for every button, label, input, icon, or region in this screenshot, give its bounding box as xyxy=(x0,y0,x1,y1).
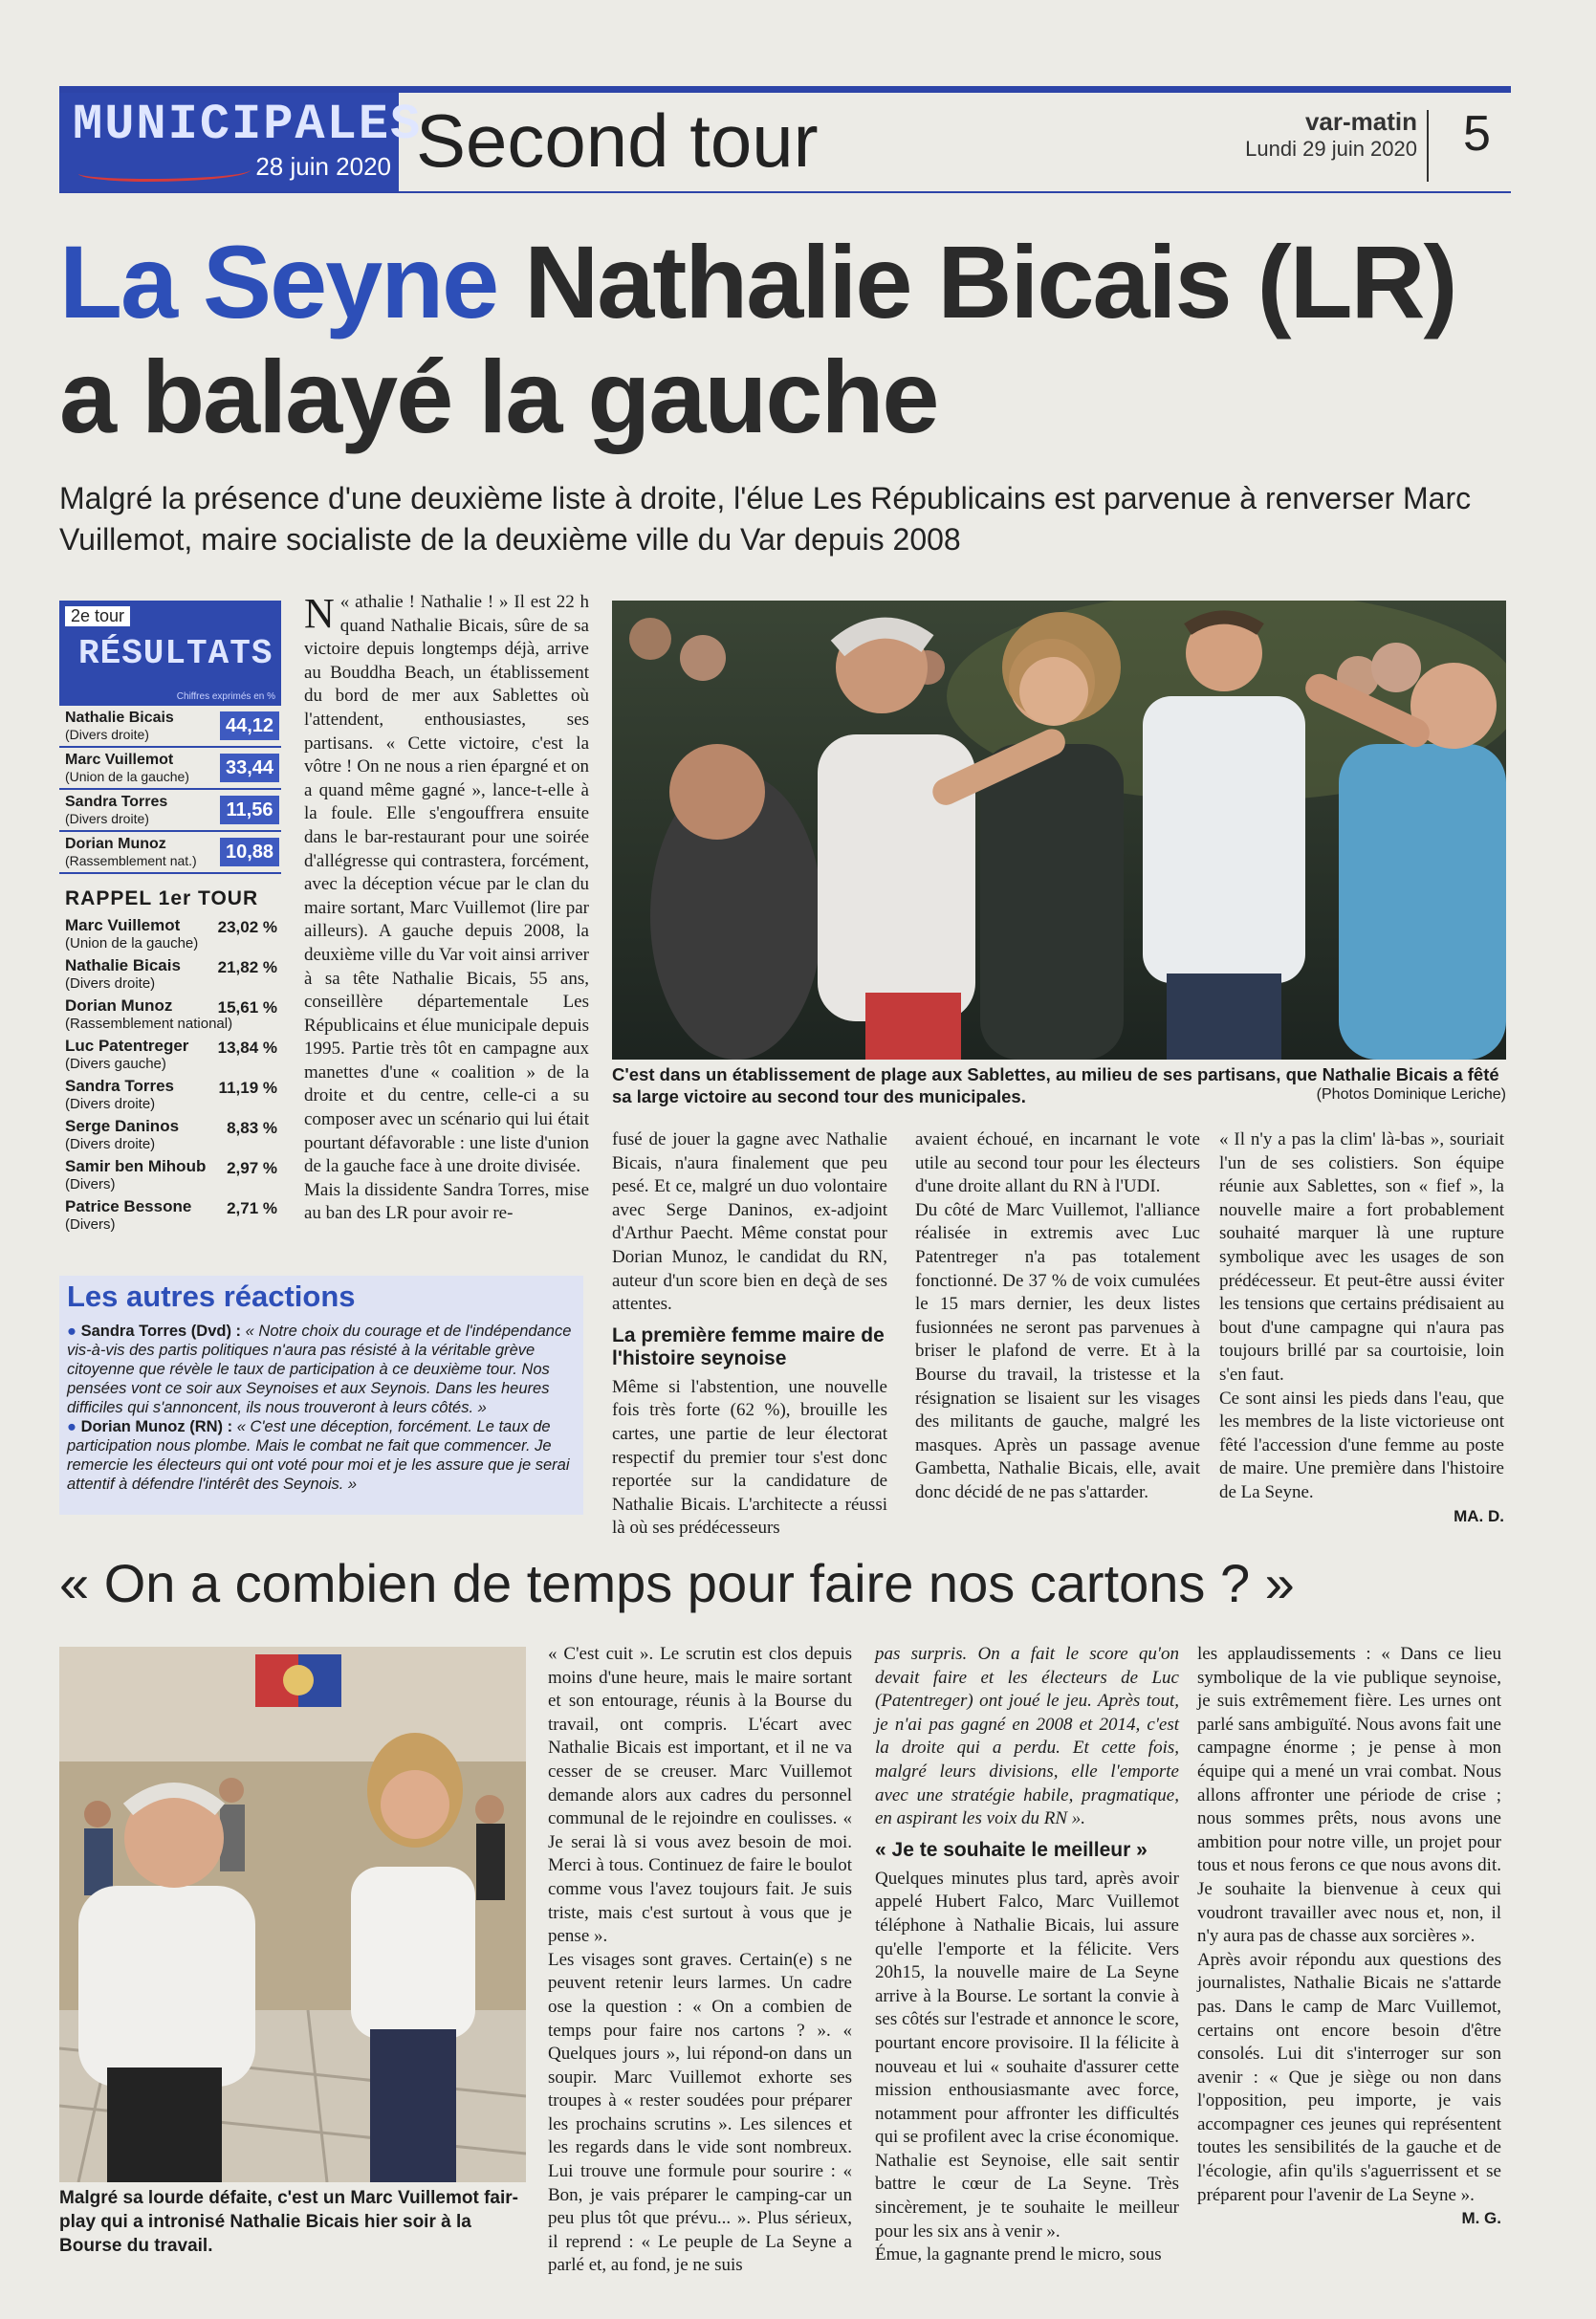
reactions-title: Les autres réactions xyxy=(67,1280,356,1313)
page-number: 5 xyxy=(1463,106,1491,162)
rappel-party: (Rassemblement national) xyxy=(65,1016,233,1032)
rappel-row xyxy=(59,916,281,956)
section-title: Second tour xyxy=(416,98,819,183)
rappel-row xyxy=(59,1077,281,1117)
defeat-photo xyxy=(59,1647,526,2182)
article1-col4b-text: Ce sont ainsi les pieds dans l'eau, que les membres de la liste victorieuse ont fêté l'accession d'une femme au poste de maire. Une première dans l'histoire de La Seyne. xyxy=(1219,1388,1504,1502)
rappel-party: (Divers droite) xyxy=(65,975,156,992)
reaction-author: Dorian Munoz (RN) : xyxy=(80,1418,233,1435)
candidate-name: Sandra Torres xyxy=(65,794,168,810)
article2-column-1 xyxy=(548,1643,852,2278)
candidate-row xyxy=(59,790,281,832)
rappel-title: RAPPEL 1er TOUR xyxy=(65,887,259,909)
rappel-name: Serge Daninos xyxy=(65,1117,180,1135)
article1-dropcap: N xyxy=(304,590,335,637)
article1-column-2 xyxy=(612,1128,887,1541)
headline-title-2: a balayé la gauche xyxy=(59,339,938,454)
rappel-score: 2,71 % xyxy=(227,1199,277,1217)
article1-col3b-text: Du côté de Marc Vuillemot, l'alliance réalisée in extremis avec Luc Patentreger n'a pas totalement fonctionné. De 37 % de voix cumulées le 15 mars dernier, les deux listes fusionnées ne seront pas parvenues à briser le plafond de verre. Et à la Bourse du travail, la tristesse et la résignation se lisaient sur les visages des militants de gauche, malgré les masques. Après un passage avenue Gambetta, Nathalie Bicais, elle, avait donc décidé de ne pas s'attarder. xyxy=(915,1199,1200,1502)
article1-column-1 xyxy=(304,591,589,1226)
rappel-name: Patrice Bessone xyxy=(65,1197,192,1215)
candidate-score: 11,56 xyxy=(220,796,279,824)
rappel-party: (Union de la gauche) xyxy=(65,935,199,952)
rappel-name: Samir ben Mihoub xyxy=(65,1157,207,1175)
header-rule xyxy=(59,86,1511,93)
candidate-name: Marc Vuillemot xyxy=(65,752,174,768)
article2-col2c-text: Émue, la gagnante prend le micro, sous xyxy=(875,2244,1162,2265)
article1-col2b-text: Même si l'abstention, une nouvelle fois très forte (62 %), brouille les cartes, une partie de leur électorat respectif du premier tour s'est donc reportée sur la candidature de Nathalie Bicais. L'architecte a réussi là où ses prédécesseurs xyxy=(612,1376,887,1539)
rappel-score: 11,19 % xyxy=(218,1079,277,1097)
rappel-score: 23,02 % xyxy=(217,918,277,936)
results-title: RÉSULTATS xyxy=(78,634,273,673)
candidate-party: (Rassemblement nat.) xyxy=(65,853,197,868)
candidate-row xyxy=(59,832,281,874)
rappel-row xyxy=(59,1197,281,1237)
article2-signature: M. G. xyxy=(1461,2209,1501,2228)
reactions-box xyxy=(59,1276,583,1515)
article2-col2b-text: Quelques minutes plus tard, après avoir appelé Hubert Falco, Marc Vuillemot téléphone à Nathalie Bicais, lui assure qu'elle l'emporte et la félicite. Vers 20h15, la nouvelle maire de La Seyne arrive à la Bourse. Le sortant la convie à ses côtés sur l'estrade et annonce le score, pourtant encore provisoire. Il la félicite à nouveau et lui « souhaite d'assurer cette mission enthousiasmante avec force, notamment pour affronter les difficultés qui se profilent avec la crise économique. Nathalie est Seynoise, elle sait sentir battre le cœur de La Seyne. Très sincèrement, je te souhaite le meilleur pour les six ans à venir ». xyxy=(875,1868,1179,2242)
rappel-name: Luc Patentreger xyxy=(65,1037,189,1055)
defeat-photo-image xyxy=(59,1647,526,2182)
article1-column-4 xyxy=(1219,1128,1504,1528)
bullet-icon: ● xyxy=(67,1418,77,1435)
rappel-score: 21,82 % xyxy=(217,958,277,976)
article1-col4-text: « Il n'y a pas la clim' là-bas », souriait l'un de ses colistiers. Son équipe réunie aux Sablettes, son « fief », la nouvelle maire a fort probablement souhaité marquer là une rupture symbolique avec les usages de son prédécesseur. Et peut-être aussi éviter les tensions que certains prédisaient au bout d'une campagne qui n'aura pas toujours brillé par sa courtoisie, loin s'en faut. xyxy=(1219,1129,1504,1385)
rappel-row xyxy=(59,956,281,996)
candidate-row xyxy=(59,706,281,748)
reaction-text: « C'est une déception, forcément. Le taux de participation nous plombe. Mais le combat ne fait que commencer. Je remercie les électeurs qui ont voté pour moi et je les assure que je serai attentif à défendre l'intérêt des Seynois. » xyxy=(67,1418,570,1493)
rappel-name: Marc Vuillemot xyxy=(65,916,181,934)
article2-column-2 xyxy=(875,1643,1179,2267)
article1-column-3 xyxy=(915,1128,1200,1505)
paper-info xyxy=(1148,107,1417,162)
article2-col1-text: « C'est cuit ». Le scrutin est clos depuis moins d'une heure, mais le maire sortant et son entourage, réunis à la Bourse du travail, ont compris. L'écart avec Nathalie Bicais est important, et il ne va cesser de se creuser. Marc Vuillemot demande alors aux cadres du personnel communal de le rejoindre en coulisses. « Je serai là si vous avez besoin de moi. Merci à tous. Continuez de faire le boulot comme vous l'avez toujours fait. Je suis triste, mais c'est surtout à vous que je pense ». xyxy=(548,1644,852,1947)
candidate-name: Nathalie Bicais xyxy=(65,710,174,726)
rappel-name: Nathalie Bicais xyxy=(65,956,181,974)
reaction-text: « Notre choix du courage et de l'indépendance vis-à-vis des partis politiques n'aura pas résisté à la véritable grève citoyenne que révèle le taux de participation à ce deuxième tour. Nos pensées vont ce soir aux Seynoises et aux Seynois. Dans les heures difficiles qui s'annoncent, ils nous trouveront à leurs côtés. » xyxy=(67,1323,572,1416)
headline-place: La Seyne xyxy=(59,224,498,339)
municipales-logo xyxy=(59,93,423,191)
bullet-icon: ● xyxy=(67,1323,77,1340)
rappel-score: 2,97 % xyxy=(227,1159,277,1177)
article1-col3-text: avaient échoué, en incarnant le vote utile au second tour pour les électeurs d'une droite allant du RN à l'UDI. xyxy=(915,1129,1200,1197)
article2-col3b-text: Après avoir répondu aux questions des journalistes, Nathalie Bicais ne s'attarde pas. Dans le camp de Marc Vuillemot, certains ont encore besoin d'être consolés. Lui dit s'interroger sur son avenir : « Que je siège ou non dans l'opposition, peu importe, je vais accompagner ces jeunes qui représentent toutes les sensibilités de la gauche et de l'écologie, afin qu'ils s'aguerrissent et se préparent pour l'avenir de La Seyne ». xyxy=(1197,1949,1501,2205)
headline-title-1: Nathalie Bicais (LR) xyxy=(497,224,1456,339)
rappel-name: Sandra Torres xyxy=(65,1077,175,1095)
reactions-body xyxy=(67,1322,574,1494)
rappel-party: (Divers droite) xyxy=(65,1136,156,1152)
article1-col1-text: athalie ! Nathalie ! » Il est 22 h quand Nathalie Bicais, sûre de sa victoire depuis longtemps déjà, arrive au Bouddha Beach, un établissement du bord de mer aux Sablettes où l'attendent, enthousiastes, ses partisans. « Cette victoire, c'est la vôtre ! On ne nous a rien épargné et on a quand même gagné », lance-t-elle à la foule. Elle s'engouffrera ensuite dans le bar-restaurant pour une soirée d'allégresse qui contrastera, forcément, avec la déception vécue par le clan du maire sortant, Marc Vuillemot (lire par ailleurs). A gauche depuis 2008, la deuxième ville du Var voit ainsi arriver à sa tête Nathalie Bicais, 55 ans, conseillère départementale Les Républicains et élue municipale depuis 1995. Partie très tôt en campagne aux manettes d'une « coalition » de la droite et du centre, celle-ci a su composer avec un scénario qui lui était pourtant défavorable : une liste d'union de la gauche face à une droite divisée. xyxy=(304,592,590,1177)
rappel-party: (Divers gauche) xyxy=(65,1056,166,1072)
candidate-party: (Divers droite) xyxy=(65,727,149,742)
standfirst: Malgré la présence d'une deuxième liste à droite, l'élue Les Républicains est parvenue à renverser Marc Vuillemot, maire socialiste de la deuxième ville du Var depuis 2008 xyxy=(59,481,1472,557)
article2-subhead: « Je te souhaite le meilleur » xyxy=(875,1838,1148,1861)
photo2-caption: Malgré sa lourde défaite, c'est un Marc Vuillemot fair-play qui a intronisé Nathalie Bicais hier soir à la Bourse du travail. xyxy=(59,2188,518,2256)
rappel-score: 15,61 % xyxy=(217,998,277,1017)
reaction-author: Sandra Torres (Dvd) : xyxy=(80,1323,242,1340)
article2-col2-text: pas surpris. On a fait le score qu'on devait faire et les électeurs de Luc (Patentreger) ont joué le jeu. Après tout, je n'ai pas gagné en 2008 et 2014, c'est la droite qui a perdu. Et cette fois, malgré leurs divisions, elle l'emporte avec une stratégie habile, pragmatique, en aspirant les voix du RN ». xyxy=(875,1644,1179,1829)
rappel-row xyxy=(59,1117,281,1157)
results-note: Chiffres exprimés en % xyxy=(176,691,275,702)
header-bottom-rule xyxy=(59,191,1511,193)
candidate-score: 33,44 xyxy=(220,754,279,782)
rappel-row xyxy=(59,1157,281,1197)
article1-signature: MA. D. xyxy=(1454,1506,1504,1525)
photo-credit: (Photos Dominique Leriche) xyxy=(1316,1086,1506,1103)
article1-col2-text: fusé de jouer la gagne avec Nathalie Bicais, n'aura finalement que peu pesé. Et ce, malgré un duo volontaire avec Serge Daninos, ex-adjoint d'Arthur Paecht. Même constat pour Dorian Munoz, le candidat du RN, auteur d'un score bien en deçà de ses attentes. xyxy=(612,1129,887,1315)
results-header xyxy=(59,601,281,706)
victory-photo xyxy=(612,601,1506,1060)
header-divider xyxy=(1427,110,1429,182)
candidate-score: 10,88 xyxy=(220,838,279,866)
logo-title: MUNICIPALES xyxy=(73,97,423,153)
photo1-caption: C'est dans un établissement de plage aux Sablettes, au milieu de ses partisans, que Nathalie Bicais a fêté sa large victoire au second tour des municipales. xyxy=(612,1064,1499,1106)
rappel-score: 8,83 % xyxy=(227,1119,277,1137)
article1-col1b-text: Mais la dissidente Sandra Torres, mise au ban des LR pour avoir re- xyxy=(304,1179,589,1224)
rappel-row xyxy=(59,996,281,1037)
candidate-score: 44,12 xyxy=(220,711,279,740)
rappel-party: (Divers droite) xyxy=(65,1096,156,1112)
results-tour-label: 2e tour xyxy=(65,606,130,626)
logo-swoosh xyxy=(78,162,251,182)
article2-col3-text: les applaudissements : « Dans ce lieu symbolique de la vie publique seynoise, je suis extrêmement fière. Les urnes ont parlé sans ambiguïté. Nous avons fait une campagne énorme ; je pense à mon équipe qui a mené un vrai combat. Nous allons affronter une période de crise ; nous sommes prêts, nous avons une ambition pour notre ville, un projet pour tous et nous ferons ce que nous avons dit. Je souhaite la bienvenue à ceux qui voudront travailler avec nous et, non, il n'y aura pas de chasse aux sorcières ». xyxy=(1197,1644,1501,1947)
rappel-score: 13,84 % xyxy=(217,1039,277,1057)
article2-headline: « On a combien de temps pour faire nos cartons ? » xyxy=(59,1553,1295,1613)
paper-date: Lundi 29 juin 2020 xyxy=(1245,137,1417,161)
article1-subhead: La première femme maire de l'histoire seynoise xyxy=(612,1324,885,1369)
article2-column-3 xyxy=(1197,1643,1501,2231)
logo-date: 28 juin 2020 xyxy=(255,152,391,181)
headline xyxy=(59,225,1551,454)
paper-name: var-matin xyxy=(1304,107,1417,136)
candidate-party: (Divers droite) xyxy=(65,811,149,826)
candidate-party: (Union de la gauche) xyxy=(65,769,189,784)
rappel-name: Dorian Munoz xyxy=(65,996,173,1015)
results-box xyxy=(59,601,281,1237)
candidate-name: Dorian Munoz xyxy=(65,836,166,852)
candidate-row xyxy=(59,748,281,790)
victory-photo-image xyxy=(612,601,1506,1060)
article2-col1b-text: Les visages sont graves. Certain(e) s ne peuvent retenir leurs larmes. Un cadre ose la question : « On a combien de temps pour faire nos cartons ? ». « Quelques jours », lui répond-on dans un soupir. Marc Vuillemot exhorte ses troupes à « rester soudées pour préparer les prochains scrutins ». Les silences et les regards dans le vide sont nombreux. Lui trouve une formule pour sourire : « Bon, je vais préparer le camping-car un peu plus tôt que prévu... ». Plus sérieux, il reprend : « Le peuple de La Seyne a parlé et, au fond, je ne suis xyxy=(548,1949,852,2276)
rappel-row xyxy=(59,1037,281,1077)
rappel-party: (Divers) xyxy=(65,1216,116,1233)
rappel-party: (Divers) xyxy=(65,1176,116,1192)
article1-open-quote: « xyxy=(339,592,356,612)
